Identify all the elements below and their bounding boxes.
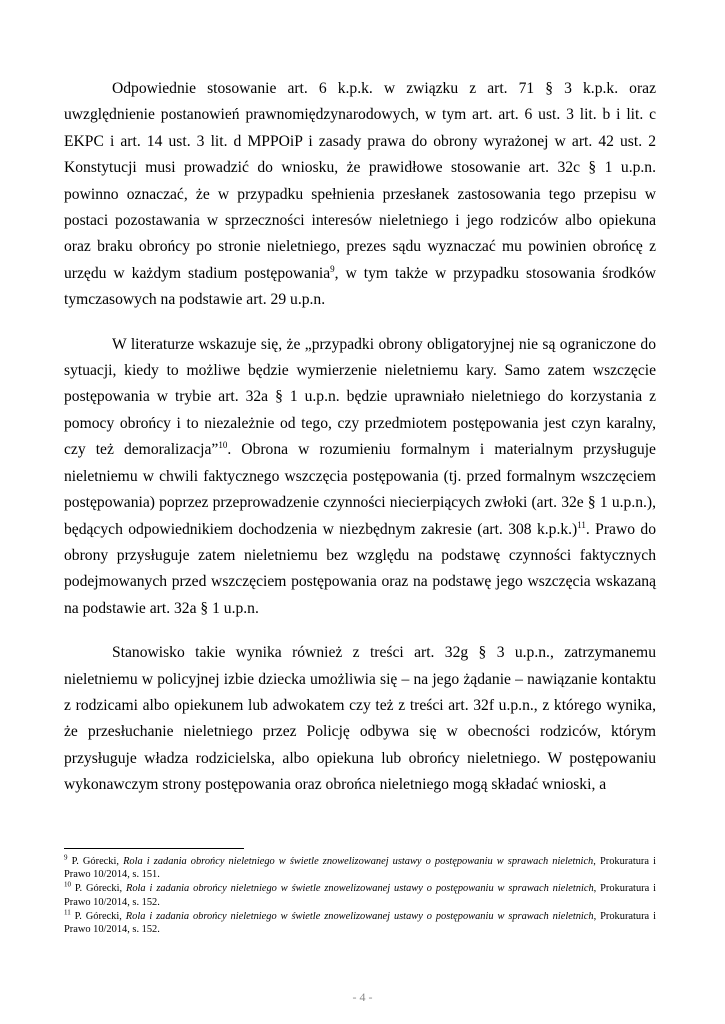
paragraph-2: [64, 332, 656, 622]
footnote-10: [64, 882, 656, 908]
paragraph-text: Stanowisko takie wynika również z treści art. 32g § 3 u.p.n., zatrzymanemu nieletniemu w policyjnej izbie dziecka umożliwia się – na jego żądanie – nawiązanie kontaktu z rodzicami albo opiekunem lub adwokatem czy też z treści art. 32f u.p.n., z którego wynika, że przesłuchanie nieletniego przez Policję odbywa się w obecności rodziców, którym przysługuje władza rodzicielska, albo opiekuna lub obrońcy nieletniego. W postępowaniu wykonawczym strony postępowania oraz obrońca nieletniego mogą składać wnioski, a: [64, 644, 656, 794]
footnote-author: P. Górecki,: [70, 910, 126, 922]
footnote-number: 9: [64, 853, 68, 862]
document-body: [64, 76, 656, 817]
footnote-source: , Prokuratura i Prawo 10/2014, s. 152.: [64, 883, 656, 908]
paragraph-text: Odpowiednie stosowanie art. 6 k.p.k. w związku z art. 71 § 3 k.p.k. oraz uwzględnienie postanowień prawnomiędzynarodowych, w tym art. art. 6 ust. 3 lit. b i lit. c EKPC i art. 14 ust. 3 lit. d MPPOiP i zasady prawa do obrony wyrażonej w art. 42 ust. 2 Konstytucji musi prowadzić do wniosku, że prawidłowe stosowanie art. 32c § 1 u.p.n. powinno oznaczać, że w przypadku spełnienia przesłanek zastosowania tego przepisu w postaci pozostawania w sprzeczności interesów nieletniego i jego rodziców albo opiekuna oraz braku obrońcy po stronie nieletniego, prezes sądu wyznaczać mu powinien obrońcę z urzędu w każdym stadium postępowania: [64, 80, 656, 282]
footnote-ref[interactable]: 10: [218, 440, 228, 451]
paragraph-text: W literaturze wskazuje się, że „przypadki obrony obligatoryjnej nie są ograniczone do sytuacji, kiedy to możliwe będzie wymierzenie nieletniemu kary. Samo zatem wszczęcie postępowania w trybie art. 32a § 1 u.p.n. będzie uprawniało nieletniego do korzystania z pomocy obrońcy i to niezależnie od tego, czy przedmiotem postępowania jest czyn karalny, czy też demoralizacja”: [64, 335, 656, 459]
footnote-separator: [64, 848, 244, 849]
footnote-ref[interactable]: 11: [577, 519, 586, 530]
footnote-source: , Prokuratura i Prawo 10/2014, s. 152.: [64, 910, 656, 936]
paragraph-3: [64, 640, 656, 798]
footnote-author: P. Górecki,: [71, 883, 126, 895]
footnotes: [64, 855, 656, 937]
footnote-11: [64, 910, 656, 936]
footnote-title: Rola i zadania obrońcy nieletniego w świetle znowelizowanej ustawy o postępowaniu w sprawach nieletnich: [123, 856, 594, 867]
footnote-9: [64, 855, 656, 881]
footnote-author: P. Górecki,: [67, 856, 124, 867]
footnote-number: 10: [64, 880, 71, 889]
paragraph-text: . Obrona w rozumieniu formalnym i materialnym przysługuje nieletniemu w chwili faktycznego wszczęcia postępowania (tj. przed formalnym wszczęciem postępowania) poprzez przeprowadzenie czynności niecierpiących zwłoki (art. 32e § 1 u.p.n.), będących odpowiednikiem dochodzenia w niezbędnym zakresie (art. 308 k.p.k.): [64, 441, 656, 538]
footnote-title: Rola i zadania obrońcy nieletniego w świetle znowelizowanej ustawy o postępowaniu w sprawach nieletnich: [126, 883, 594, 895]
footnote-ref[interactable]: 9: [330, 263, 335, 274]
footnote-title: Rola i zadania obrońcy nieletniego w świetle znowelizowanej ustawy o postępowaniu w sprawach nieletnich: [125, 910, 594, 922]
paragraph-text: , w tym także w przypadku stosowania środków tymczasowych na podstawie art. 29 u.p.n.: [64, 264, 657, 309]
paragraph-text: . Prawo do obrony przysługuje zatem nieletniemu bez względu na podstawę czynności faktycznych podejmowanych przed wszczęciem postępowania oraz na podstawę jego wszczęcia wskazaną na podstawie art. 32a § 1 u.p.n.: [64, 520, 656, 617]
page-number: - 4 -: [352, 990, 373, 1004]
footnote-number: 11: [64, 908, 71, 917]
paragraph-1: [64, 76, 656, 314]
footnote-source: , Prokuratura i Prawo 10/2014, s. 151.: [64, 856, 656, 881]
